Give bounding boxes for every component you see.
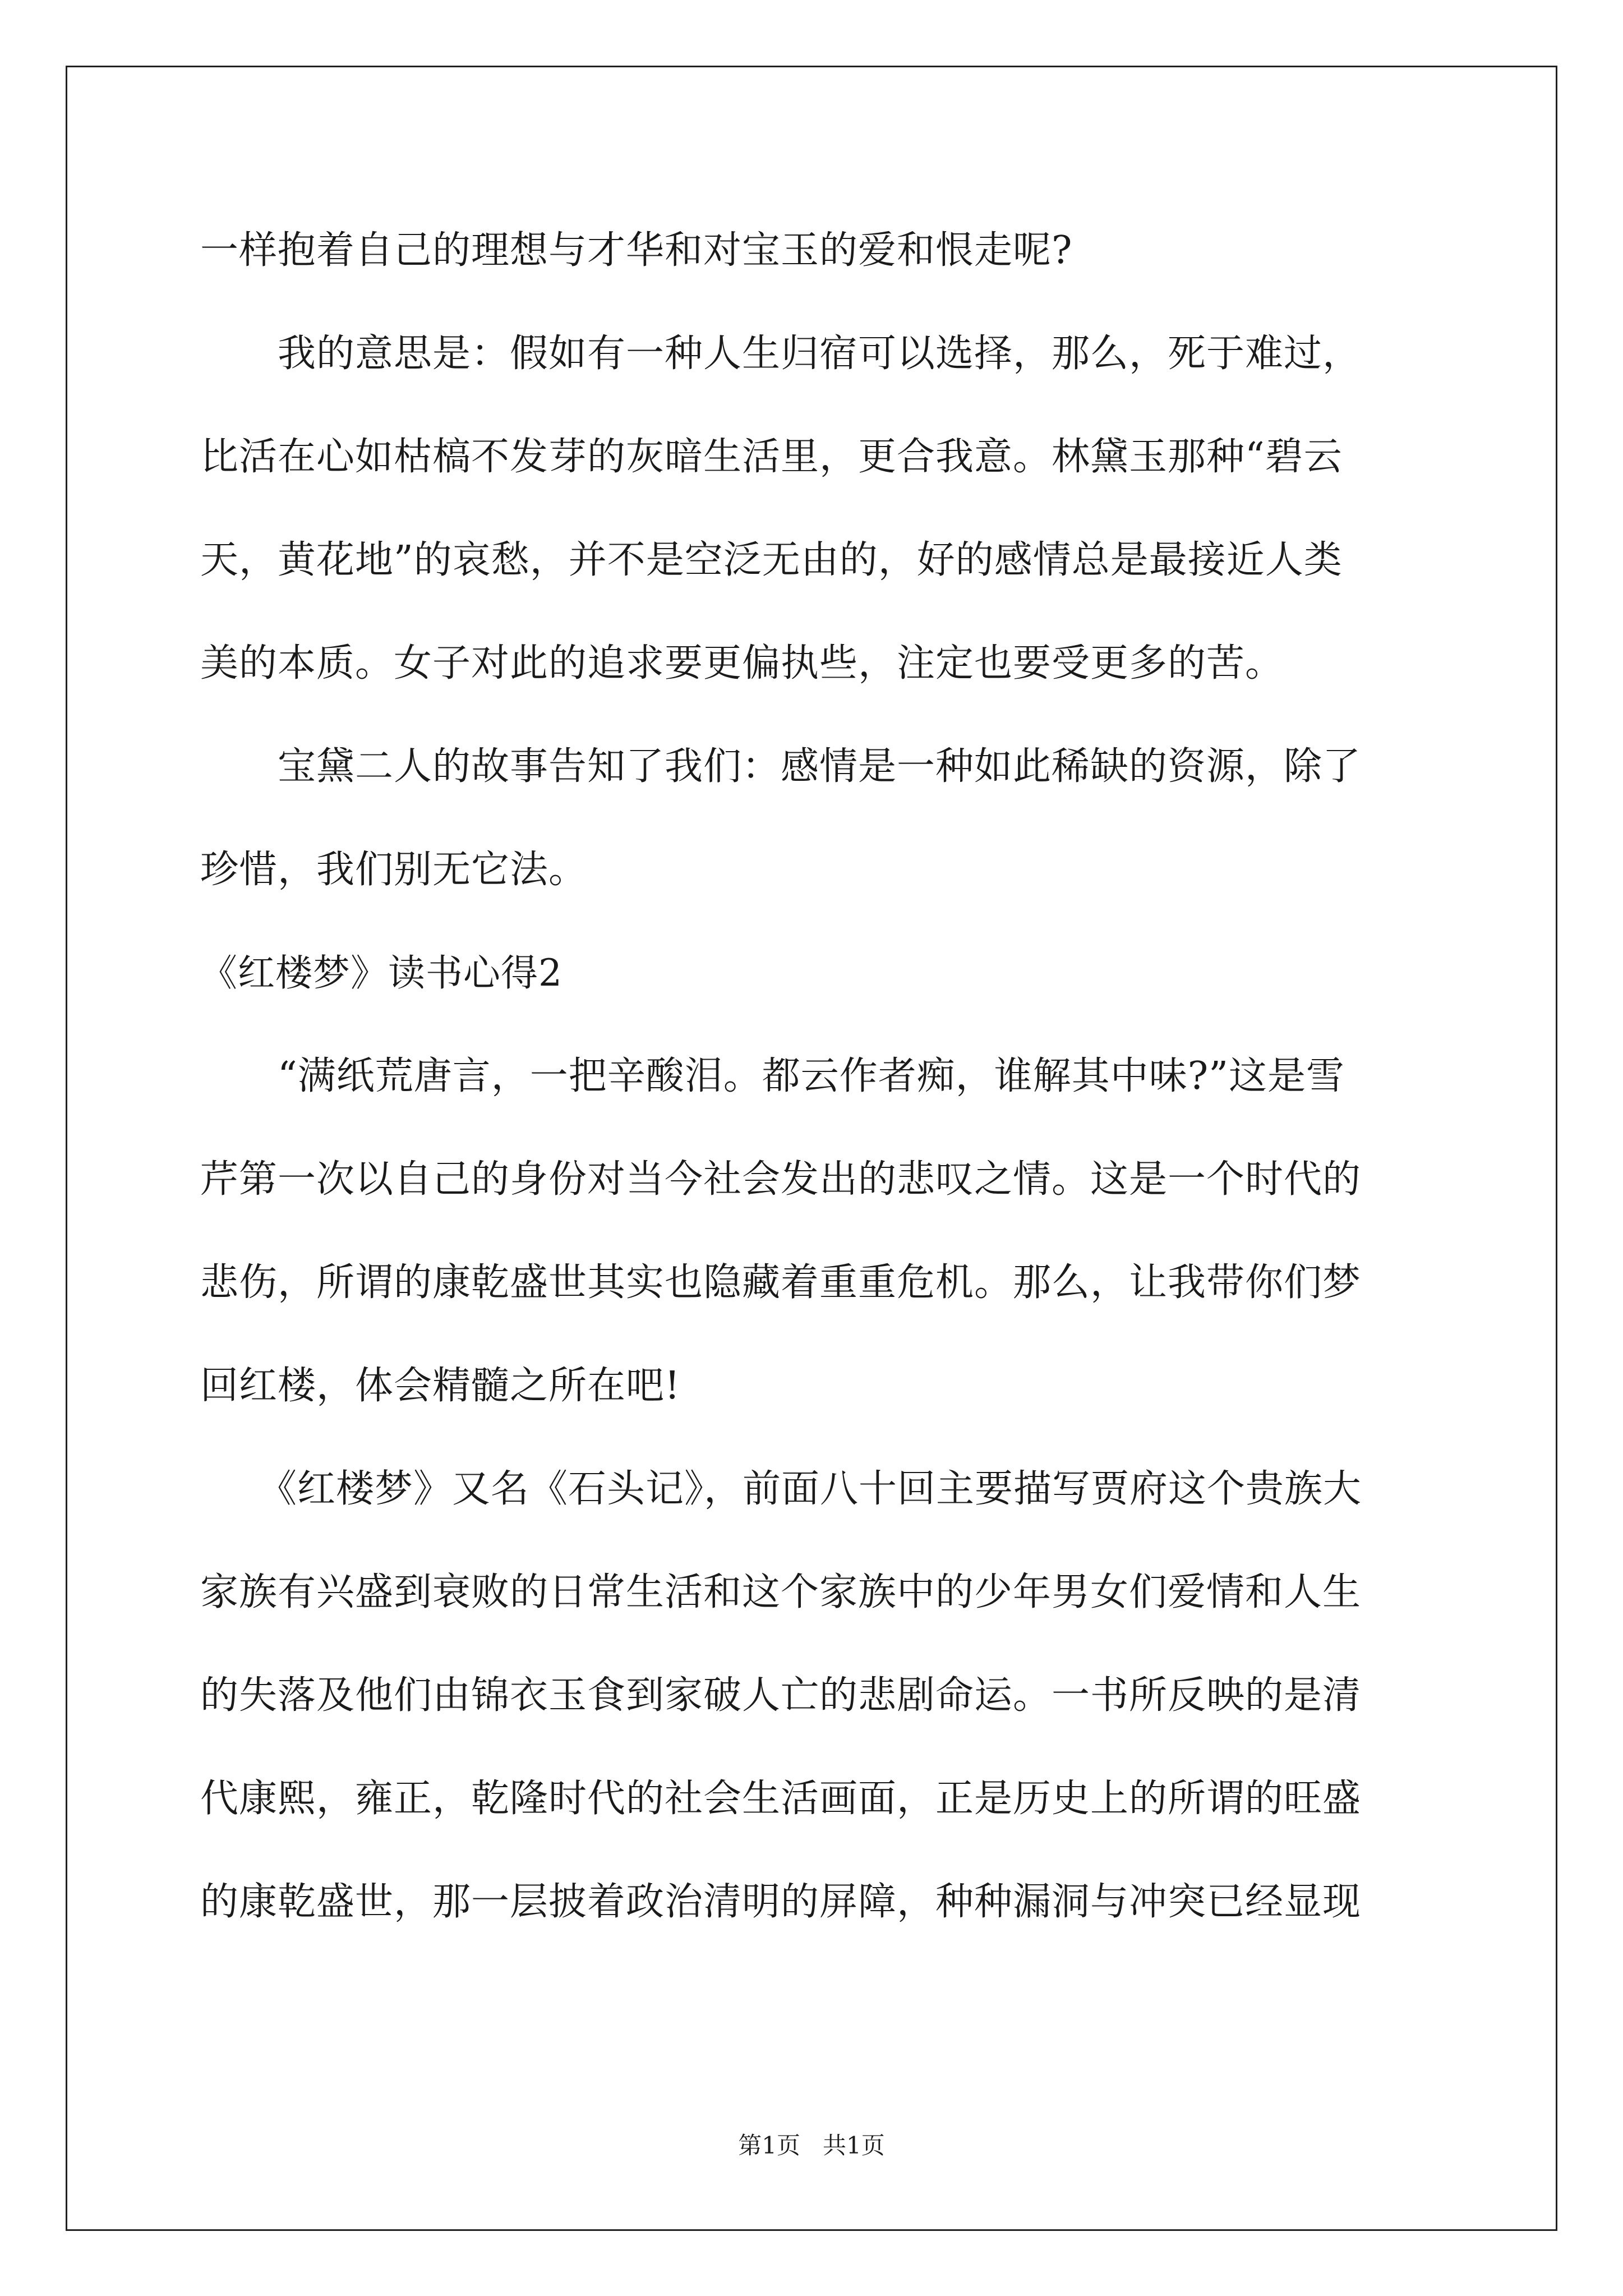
text-line: 珍惜，我们别无它法。	[200, 848, 588, 892]
text-line: 代康熙，雍正，乾隆时代的社会生活画面，正是历史上的所谓的旺盛	[200, 1777, 1362, 1821]
text-line: 回红楼，体会精髓之所在吧!	[200, 1364, 681, 1408]
text-line: 家族有兴盛到衰败的日常生活和这个家族中的少年男女们爱情和人生	[200, 1570, 1362, 1614]
text-line: 美的本质。女子对此的追求要更偏执些，注定也要受更多的苦。	[200, 641, 1284, 685]
page-total: 共1页	[823, 2132, 885, 2159]
text-line: 的康乾盛世，那一层披着政治清明的屏障，种种漏洞与冲突已经显现	[200, 1880, 1362, 1924]
page-number: 第1页	[738, 2132, 800, 2159]
text-line: 悲伤，所谓的康乾盛世其实也隐藏着重重危机。那么，让我带你们梦	[200, 1260, 1362, 1305]
document-body	[200, 199, 1428, 1954]
text-line: “满纸荒唐言，一把辛酸泪。都云作者痴，谁解其中味?”这是雪	[200, 1054, 1345, 1098]
section-heading: 《红楼梦》读书心得2	[200, 951, 562, 995]
text-line: 天，黄花地”的哀愁，并不是空泛无由的，好的感情总是最接近人类	[200, 538, 1343, 582]
text-line: 芹第一次以自己的身份对当今社会发出的悲叹之情。这是一个时代的	[200, 1157, 1362, 1202]
text-line: 的失落及他们由锦衣玉食到家破人亡的悲剧命运。一书所反映的是清	[200, 1673, 1362, 1718]
text-line: 宝黛二人的故事告知了我们：感情是一种如此稀缺的资源，除了	[200, 744, 1362, 789]
text-line: 《红楼梦》又名《石头记》，前面八十回主要描写贾府这个贵族大	[200, 1467, 1362, 1511]
text-line: 比活在心如枯槁不发芽的灰暗生活里，更合我意。林黛玉那种“碧云	[200, 435, 1343, 479]
text-line: 一样抱着自己的理想与才华和对宝玉的爱和恨走呢?	[200, 228, 1073, 273]
page-footer	[0, 2129, 1623, 2162]
text-line: 我的意思是：假如有一种人生归宿可以选择，那么，死于难过，	[200, 332, 1362, 376]
